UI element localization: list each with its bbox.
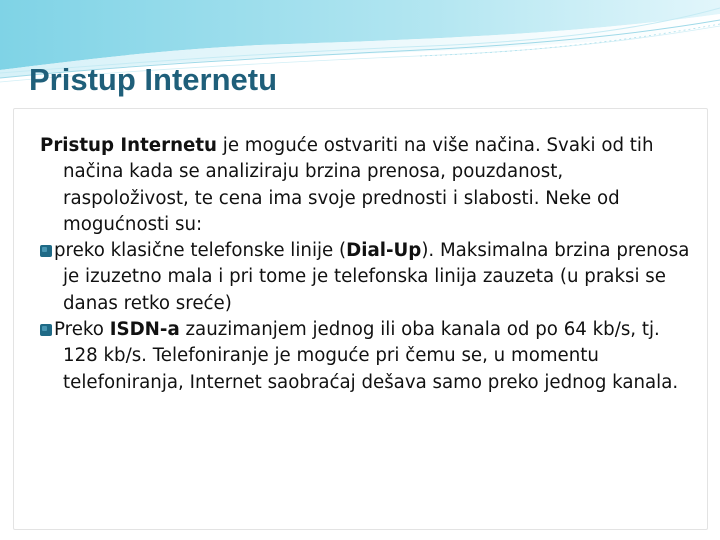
bullet-bold-term: ISDN-a — [109, 319, 180, 341]
square-bullet-icon — [40, 324, 52, 336]
slide-title: Pristup Internetu — [29, 62, 278, 97]
square-bullet-icon — [40, 245, 52, 257]
bullet-text-before: preko klasične telefonske linije ( — [54, 240, 347, 262]
bullet-bold-term: Dial-Up — [346, 240, 422, 262]
bullet-text-after: zauzimanjem jednog ili oba kanala od po 64 kb/s, tj. 128 kb/s. Telefoniranje je moguće pri čemu se, u momentu telefoniranja, Internet saobraćaj dešava samo preko jednog kanala. — [63, 319, 679, 393]
slide-body — [40, 133, 690, 396]
bullet-text-after: ). Maksimalna brzina prenosa je izuzetno mala i pri tome je telefonska linija zauzeta (u praksi se danas retko sreće) — [63, 240, 690, 314]
intro-bold-term: Pristup Internetu — [40, 135, 217, 156]
bullet-text-before: Preko — [54, 319, 110, 341]
header-wave-decoration — [0, 0, 720, 120]
intro-text: je moguće ostvariti na više načina. Svaki od tih načina kada se analiziraju brzina prenosa, pouzdanost, raspoloživost, te cena ima svoje prednosti i slabosti. Neke od mogućnosti su: — [63, 135, 654, 235]
bullet-item-isdn — [40, 317, 690, 396]
intro-paragraph — [40, 133, 690, 238]
bullet-item-dial-up — [40, 238, 690, 317]
